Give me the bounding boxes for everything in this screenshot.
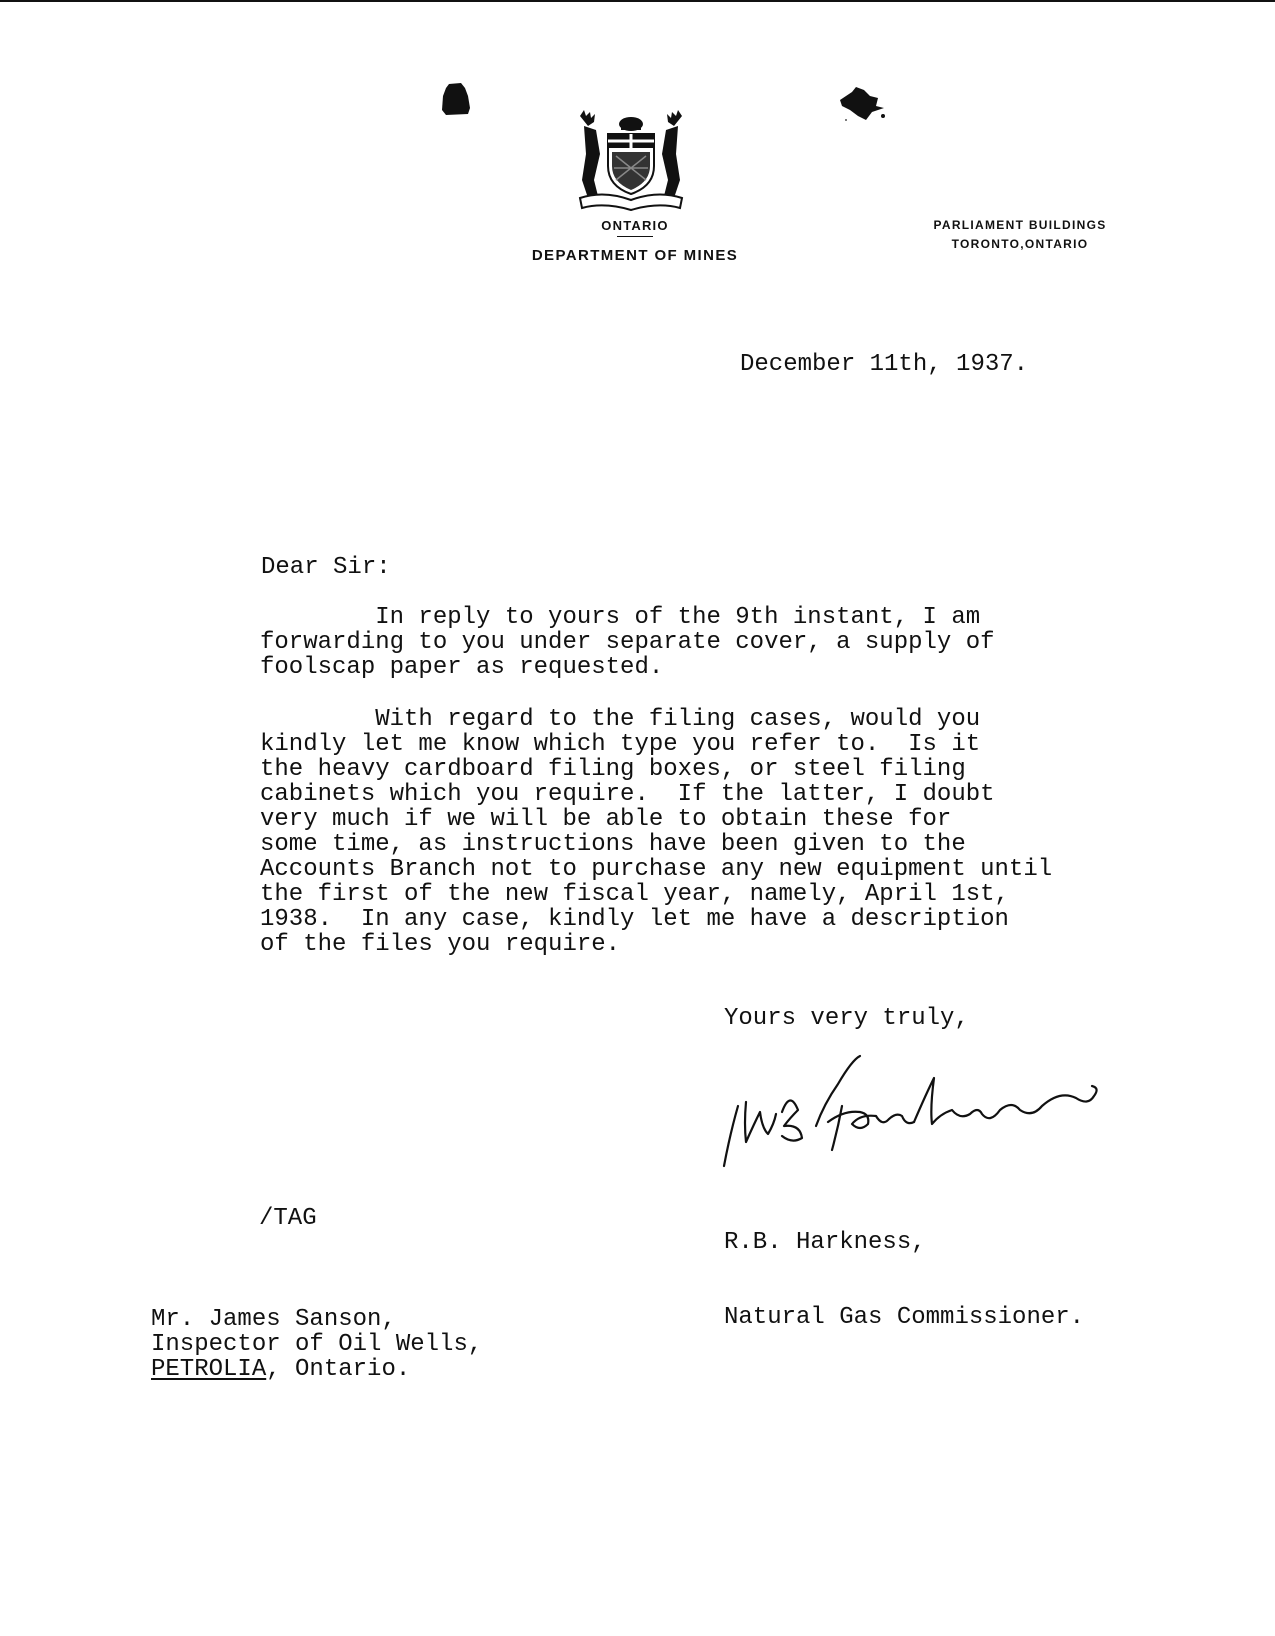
handwritten-signature <box>720 1054 1130 1172</box>
signer-name: R.B. Harkness, <box>724 1229 926 1256</box>
recipient-location <box>151 1357 482 1382</box>
recipient-province: , Ontario. <box>266 1356 411 1383</box>
salutation: Dear Sir: <box>261 554 391 581</box>
body-paragraph-1: In reply to yours of the 9th instant, I am forwarding to you under separate cover, a supply of foolscap paper as requested. <box>260 604 995 681</box>
recipient-title: Inspector of Oil Wells, <box>151 1331 483 1358</box>
typist-initials: /TAG <box>259 1205 317 1232</box>
ontario-crest-emblem <box>574 110 688 212</box>
letterhead-department: DEPARTMENT OF MINES <box>531 247 739 264</box>
body-paragraph-2: With regard to the filing cases, would you kindly let me know which type you refer to. Is it the heavy cardboard filing boxes, or steel filing cabinets which you require. If the latter, I doubt very much if we will be able to obtain these for some time, as instructions have been given to the Accounts Branch not to purchase any new equipment until the first of the new fiscal year, namely, April 1st, 1938. In any case, kindly let me have a description of the files you require. <box>260 706 1053 958</box>
closing: Yours very truly, <box>724 1005 969 1032</box>
ink-blot-mark <box>838 86 892 128</box>
letterhead-address-line1: PARLIAMENT BUILDINGS <box>933 218 1107 232</box>
letterhead-divider <box>617 236 653 237</box>
signer-title: Natural Gas Commissioner. <box>724 1304 1085 1331</box>
letter-date: December 11th, 1937. <box>740 351 1029 378</box>
recipient-city: PETROLIA <box>151 1356 267 1383</box>
signer-block <box>724 1180 1084 1380</box>
ink-blot-mark <box>441 82 471 116</box>
recipient-address <box>151 1307 482 1382</box>
letterhead-address-line2: TORONTO,ONTARIO <box>951 237 1089 251</box>
recipient-name: Mr. James Sanson, <box>151 1306 396 1333</box>
letterhead-province: ONTARIO <box>601 218 669 233</box>
